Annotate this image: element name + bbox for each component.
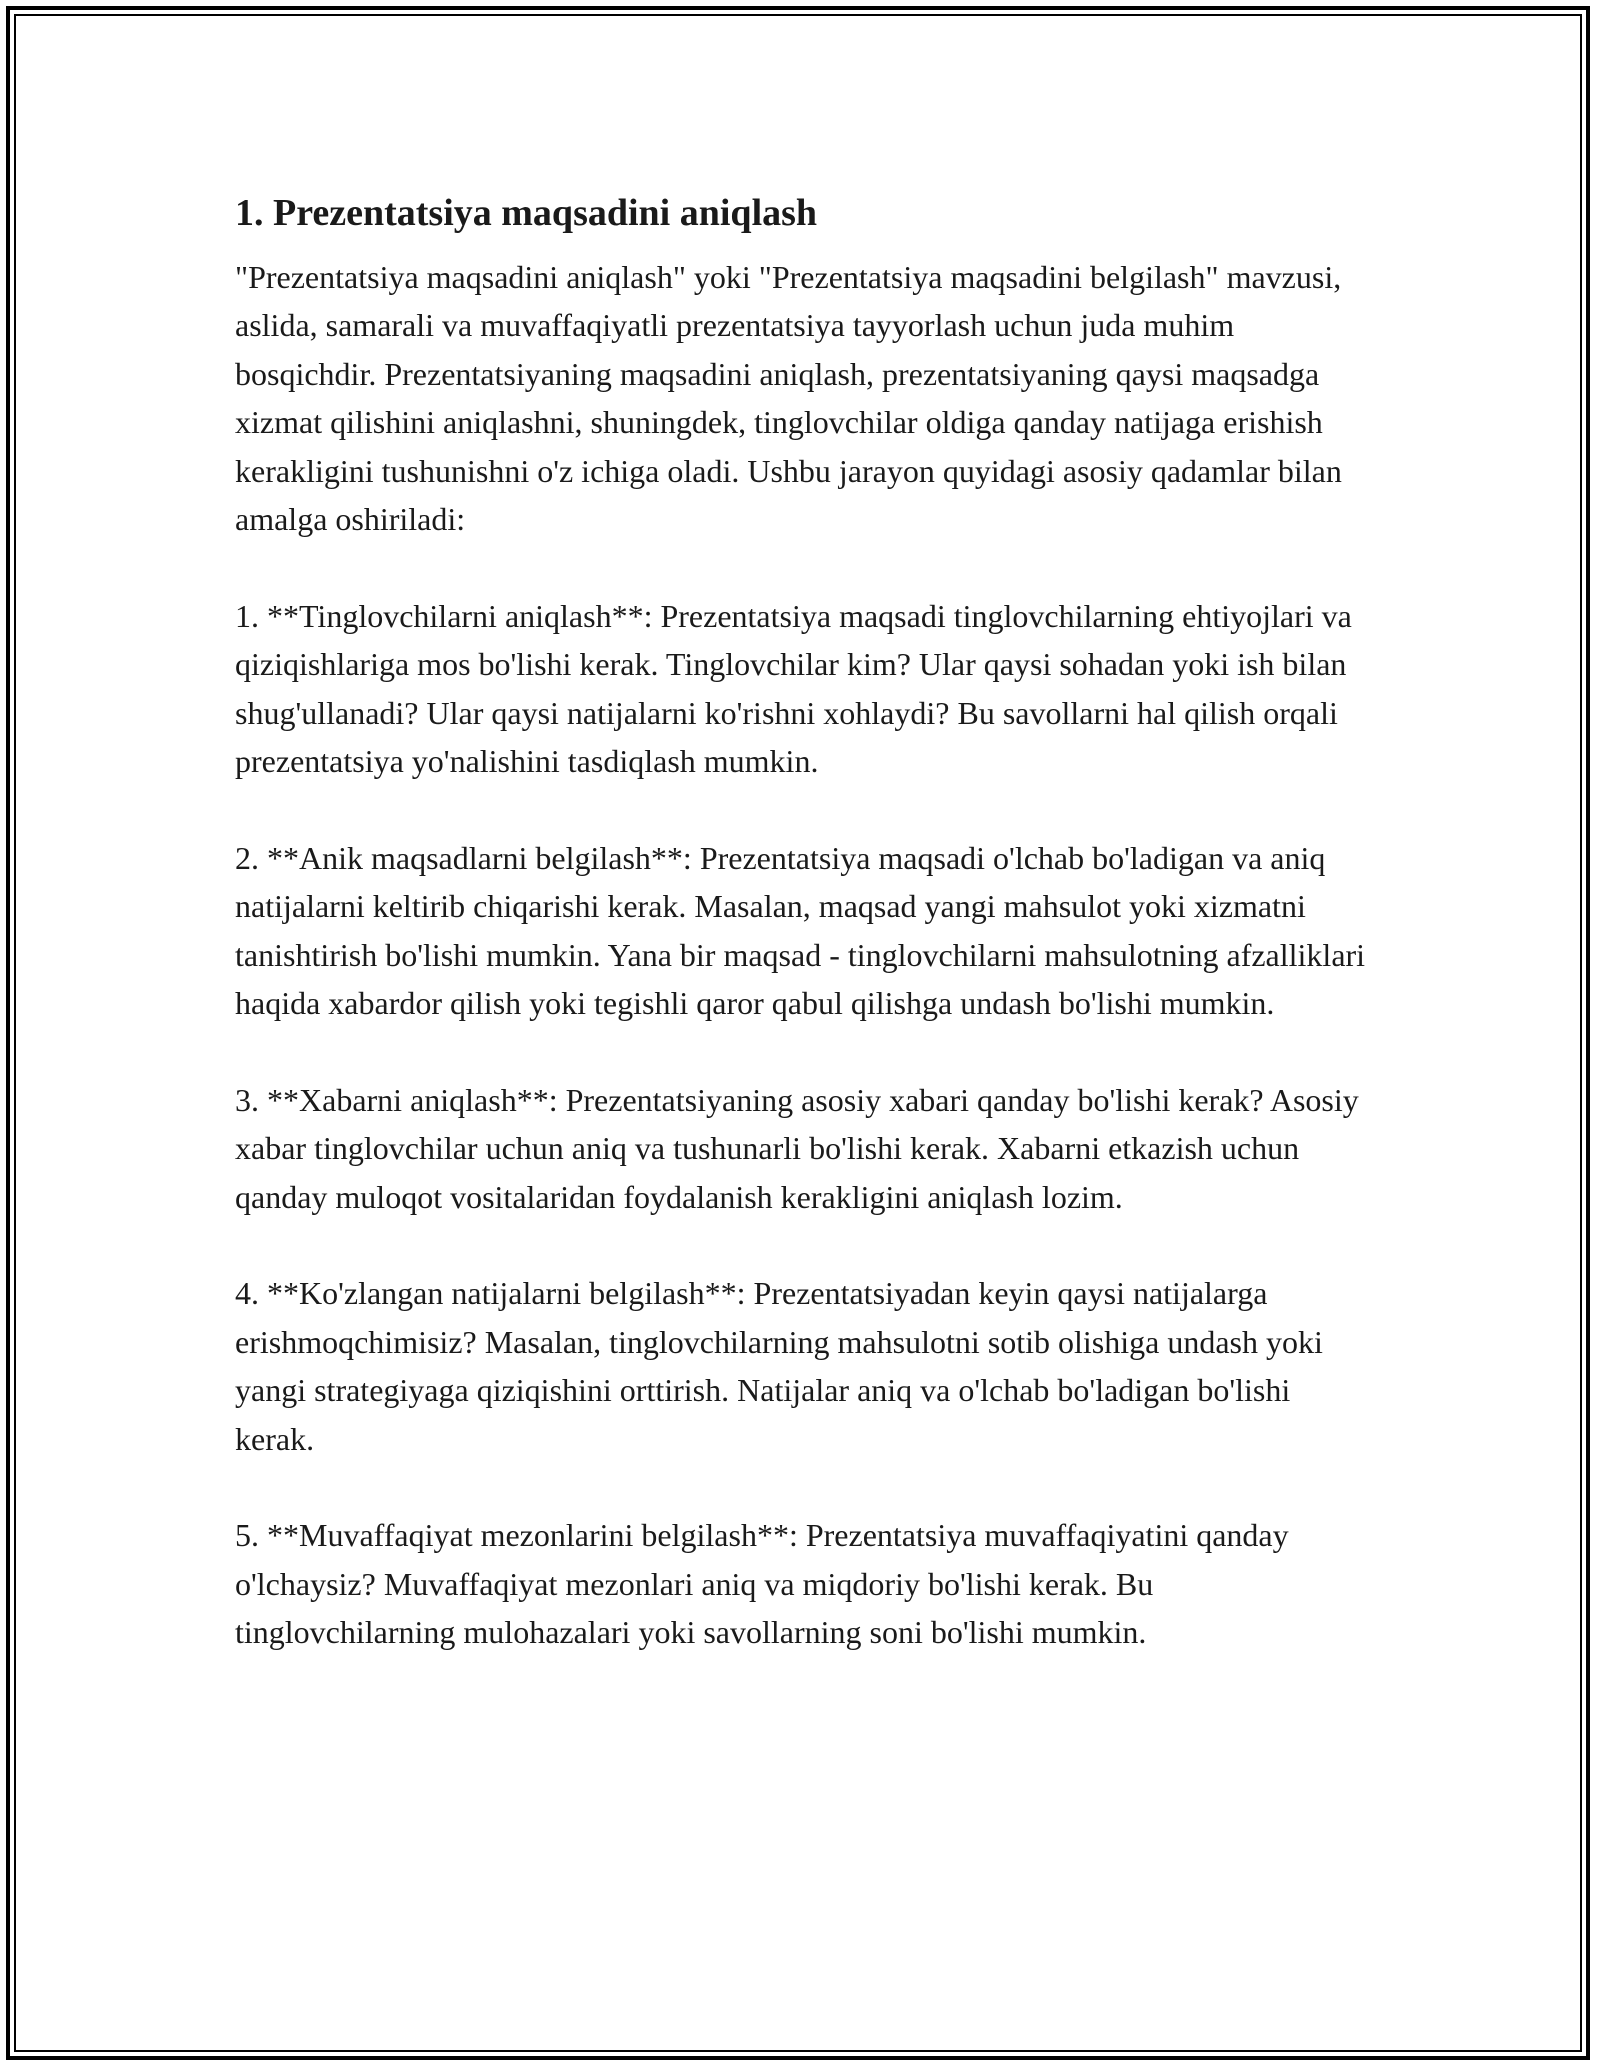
step-5-paragraph: 5. **Muvaffaqiyat mezonlarini belgilash**: Prezentatsiya muvaffaqiyatini qanday o'lchaysiz? Muvaffaqiyat mezonlari aniq va miqdoriy bo'lishi kerak. Bu tinglovchilarning mulohazalari yoki savollarning soni bo'lishi mumkin.	[235, 1517, 1289, 1651]
step-2-paragraph: 2. **Anik maqsadlarni belgilash**: Prezentatsiya maqsadi o'lchab bo'ladigan va aniq natijalarni keltirib chiqarishi kerak. Masalan, maqsad yangi mahsulot yoki xizmatni tanishtirish bo'lishi mumkin. Yana bir maqsad - tinglovchilarni mahsulotning afzalliklari haqida xabardor qilish yoki tegishli qaror qabul qilishga undash bo'lishi mumkin.	[235, 839, 1366, 1022]
step-3-paragraph: 3. **Xabarni aniqlash**: Prezentatsiyaning asosiy xabari qanday bo'lishi kerak? Asosiy xabar tinglovchilar uchun aniq va tushunarli bo'lishi kerak. Xabarni etkazish uchun qanday muloqot vositalaridan foydalanish kerakligini aniqlash lozim.	[235, 1081, 1359, 1215]
intro-paragraph: "Prezentatsiya maqsadini aniqlash" yoki "Prezentatsiya maqsadini belgilash" mavzusi, aslida, samarali va muvaffaqiyatli prezentatsiya tayyorlash uchun juda muhim bosqichdir. Prezentatsiyaning maqsadini aniqlash, prezentatsiyaning qaysi maqsadga xizmat qilishini aniqlashni, shuningdek, tinglovchilar oldiga qanday natijaga erishish kerakligini tushunishni o'z ichiga oladi. Ushbu jarayon quyidagi asosiy qadamlar bilan amalga oshiriladi:	[235, 259, 1342, 538]
document-body	[235, 185, 1375, 1657]
step-1-paragraph: 1. **Tinglovchilarni aniqlash**: Prezentatsiya maqsadi tinglovchilarning ehtiyojlari va qiziqishlariga mos bo'lishi kerak. Tinglovchilar kim? Ular qaysi sohadan yoki ish bilan shug'ullanadi? Ular qaysi natijalarni ko'rishni xohlaydi? Bu savollarni hal qilish orqali prezentatsiya yo'nalishini tasdiqlash mumkin.	[235, 597, 1352, 780]
section-heading: 1. Prezentatsiya maqsadini aniqlash	[235, 192, 818, 234]
step-4-paragraph: 4. **Ko'zlangan natijalarni belgilash**: Prezentatsiyadan keyin qaysi natijalarga erishmoqchimisiz? Masalan, tinglovchilarning mahsulotni sotib olishiga undash yoki yangi strategiyaga qiziqishini orttirish. Natijalar aniq va o'lchab bo'ladigan bo'lishi kerak.	[235, 1275, 1323, 1457]
